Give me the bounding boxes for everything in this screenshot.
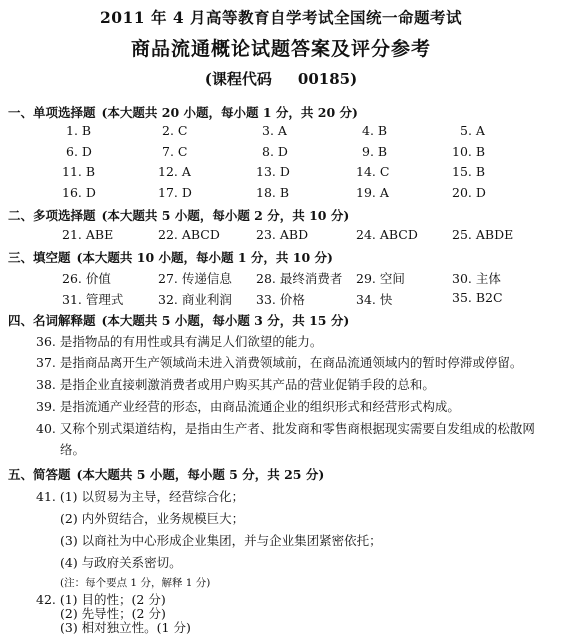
exam-title: 2011 年 4 月高等教育自学考试全国统一命题考试 [99,8,463,27]
section-title: 五、简答题 [8,467,71,482]
section-title: 四、名词解释题 [8,313,96,328]
definition-answer: 37. 是指商品离开生产领域尚未进入消费领域前，在商品流通领域内的暂时停滞或停留。 [36,355,523,370]
course-code-value: 00185) [297,70,358,88]
section-note: (本大题共 5 小题，每小题 2 分，共 10 分) [101,208,350,223]
short-answer-line: (4) 与政府关系密切。 [60,555,182,570]
document-title: 商品流通概论试题答案及评分参考 [130,38,431,60]
section-note: (本大题共 5 小题，每小题 5 分，共 25 分) [76,467,325,482]
answer-cell: 32. 商业利润 [158,292,232,307]
answer-cell: 3. A [262,123,287,138]
course-code-label: (课程代码 [204,70,272,88]
answer-cell: 11. B [62,164,96,179]
answer-cell: 33. 价格 [256,292,305,307]
answer-cell: 10. B [452,144,486,159]
section-note: (本大题共 20 小题，每小题 1 分，共 20 分) [101,105,358,120]
answer-cell: 8. D [262,144,288,159]
section-note: (本大题共 10 小题，每小题 1 分，共 10 分) [76,250,333,265]
answer-cell: 27. 传递信息 [158,271,232,286]
answer-cell: 31. 管理式 [62,292,124,307]
short-answer-line: (2) 先导性；(2 分) [60,606,166,621]
answer-row [0,290,562,307]
answer-cell: 12. A [158,164,191,179]
short-answer-line: 42. (1) 目的性；(2 分) [36,592,166,607]
answer-cell: 17. D [158,185,192,200]
answer-cell: 26. 价值 [62,271,111,286]
answer-cell: 14. C [356,164,390,179]
course-code [0,68,562,89]
answer-row [0,144,562,161]
answer-cell: 20. D [452,185,486,200]
answer-cell: 9. B [362,144,388,159]
definition-answer: 39. 是指流通产业经营的形态，由商品流通企业的组织形式和经营形式构成。 [36,399,460,414]
section-multi-choice-heading [8,206,349,224]
answer-row [0,227,562,244]
definition-answer: 38. 是指企业直接刺激消费者或用户购买其产品的营业促销手段的总和。 [36,377,435,392]
section-short-answer-heading [8,465,324,483]
section-title: 一、单项选择题 [8,105,96,120]
answer-cell: 5. A [460,123,485,138]
section-note: (本大题共 5 小题，每小题 3 分，共 15 分) [101,313,350,328]
answer-cell: 4. B [362,123,388,138]
answer-cell: 13. D [256,164,290,179]
answer-cell: 22. ABCD [158,227,220,242]
answer-cell: 1. B [66,123,92,138]
answer-cell: 23. ABD [256,227,309,242]
answer-row [0,269,562,286]
definition-answer: 40. 又称个别式渠道结构，是指由生产者、批发商和零售商根据现实需要自发组成的松散网 [36,421,535,436]
scoring-note: (注：每个要点 1 分，解释 1 分) [60,577,211,589]
definition-answer: 36. 是指物品的有用性或具有满足人们欲望的能力。 [36,334,323,349]
short-answer-line: (3) 以商社为中心形成企业集团，并与企业集团紧密依托； [60,533,382,548]
answer-cell: 19. A [356,185,389,200]
section-fill-blank-heading [8,248,333,266]
answer-cell: 28. 最终消费者 [256,271,343,286]
section-single-choice-heading [8,103,358,121]
section-title: 二、多项选择题 [8,208,96,223]
answer-row [0,164,562,181]
definition-answer-continuation: 络。 [60,442,86,457]
answer-cell: 29. 空间 [356,271,405,286]
answer-cell: 18. B [256,185,290,200]
answer-cell: 34. 快 [356,292,393,307]
short-answer-line: 41. (1) 以贸易为主导，经营综合化； [36,489,245,504]
short-answer-line: (3) 相对独立性。(1 分) [60,620,191,635]
section-definitions-heading [8,311,349,329]
answer-cell: 15. B [452,164,486,179]
section-title: 三、填空题 [8,250,71,265]
answer-cell: 30. 主体 [452,271,501,286]
answer-cell: 35. B2C [452,290,503,305]
answer-cell: 7. C [162,144,188,159]
answer-cell: 25. ABDE [452,227,514,242]
answer-cell: 6. D [66,144,92,159]
answer-cell: 2. C [162,123,188,138]
answer-cell: 24. ABCD [356,227,418,242]
short-answer-line: (2) 内外贸结合，业务规模巨大； [60,511,245,526]
answer-cell: 21. ABE [62,227,114,242]
answer-row [0,123,562,140]
answer-row [0,185,562,202]
answer-cell: 16. D [62,185,96,200]
